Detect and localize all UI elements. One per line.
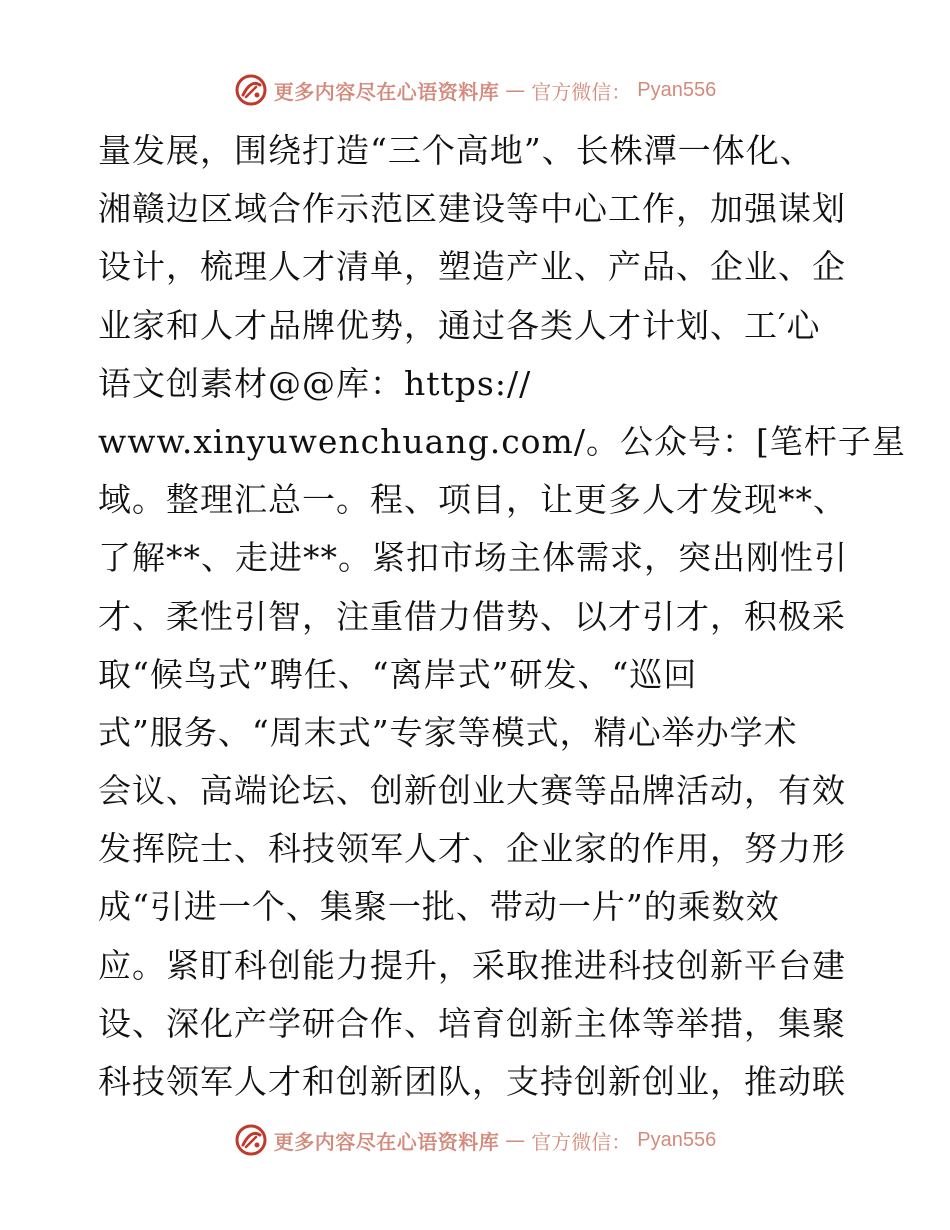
text-line: 发挥院士、科技领军人才、企业家的作用，努力形 bbox=[98, 829, 846, 869]
document-body bbox=[98, 122, 906, 1111]
text-line: 科技领军人才和创新团队，支持创新创业，推动联 bbox=[98, 1062, 846, 1101]
text-line: 业家和人才品牌优势，通过各类人才计划、工′心 bbox=[98, 305, 821, 345]
text-line: 会议、高端论坛、创新创业大赛等品牌活动，有效 bbox=[98, 771, 846, 811]
brand-logo-icon bbox=[234, 73, 268, 107]
text-line: 应。紧盯科创能力提升，采取推进科技创新平台建 bbox=[98, 945, 846, 985]
text-line: 湘赣边区域合作示范区建设等中心工作，加强谋划 bbox=[98, 189, 846, 229]
header-wechat-label: 官方微信： bbox=[531, 79, 632, 104]
text-line: 了解**、走进**。紧扣市场主体需求，突出刚性引 bbox=[98, 538, 848, 578]
text-line: 设计，梳理人才清单，塑造产业、产品、企业、企 bbox=[98, 247, 846, 287]
footer-banner bbox=[0, 1120, 950, 1160]
footer-dash: — bbox=[505, 1128, 526, 1152]
text-line: 成“引进一个、集聚一批、带动一片”的乘数效 bbox=[98, 887, 780, 927]
header-dash: — bbox=[505, 78, 526, 102]
header-banner bbox=[0, 70, 950, 110]
footer-wechat-label: 官方微信： bbox=[531, 1129, 632, 1154]
footer-brand-text: 更多内容尽在心语资料库 bbox=[273, 1129, 500, 1154]
text-line: 语文创素材@@库：https:// bbox=[98, 363, 532, 403]
footer-banner-inner bbox=[234, 1123, 716, 1157]
header-brand-text: 更多内容尽在心语资料库 bbox=[273, 79, 500, 104]
text-line: 域。整理汇总一。程、项目，让更多人才发现**、 bbox=[98, 480, 847, 520]
text-line: 设、深化产学研合作、培育创新主体等举措，集聚 bbox=[98, 1003, 846, 1043]
text-line: www.xinyuwenchuang.com/。公众号：[笔杆子星 bbox=[98, 421, 906, 461]
text-line: 才、柔性引智，注重借力借势、以才引才，积极采 bbox=[98, 596, 846, 636]
header-wechat-id: Pyan556 bbox=[637, 78, 717, 101]
footer-wechat-id: Pyan556 bbox=[637, 1128, 717, 1151]
text-line: 取“候鸟式”聘任、“离岸式”研发、“巡回 bbox=[98, 654, 698, 694]
text-line: 量发展，围绕打造“三个高地”、长株潭一体化、 bbox=[98, 131, 814, 170]
header-banner-inner bbox=[234, 73, 716, 107]
text-line: 式”服务、“周末式”专家等模式，精心举办学术 bbox=[98, 712, 798, 752]
brand-logo-icon bbox=[234, 1123, 268, 1157]
